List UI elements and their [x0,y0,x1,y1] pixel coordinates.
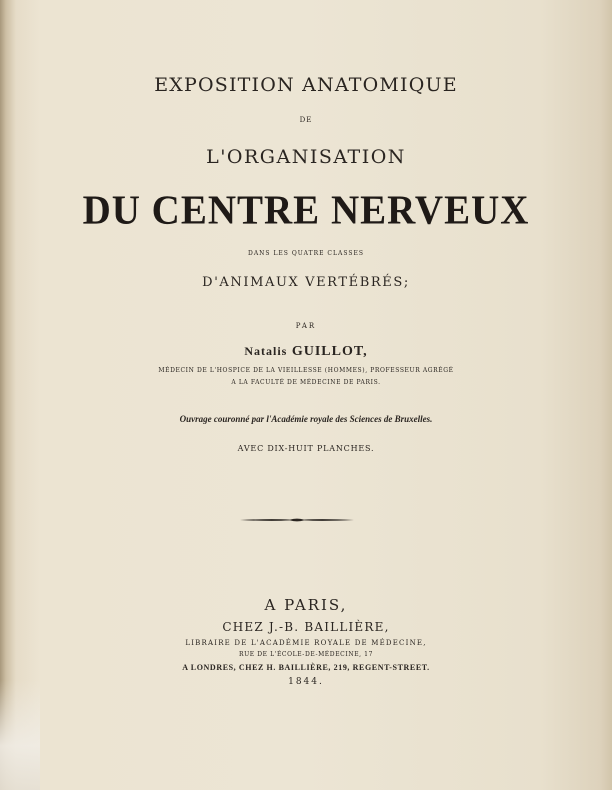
main-title: DU CENTRE NERVEUX [82,187,530,234]
imprint-year: 1844. [288,677,324,687]
award-note: Ouvrage couronné par l'Académie royale des Sciences de Bruxelles. [179,414,433,424]
imprint-note-2: RUE DE L'ÉCOLE-DE-MÉDECINE, 17 [238,651,374,658]
imprint-place: A PARIS, [264,596,348,614]
ornamental-rule [240,517,354,523]
subtitle-line-1: DANS LES QUATRE CLASSES [248,250,364,257]
imprint-note-1: LIBRAIRE DE L'ACADÉMIE ROYALE DE MÉDECINE, [185,639,427,647]
title-line-2: DE [299,116,313,124]
imprint-london: A LONDRES, CHEZ H. BAILLIÈRE, 219, REGENT-STREET. [182,663,430,672]
title-line-3: L'ORGANISATION [206,146,406,168]
author-credit-2: A LA FACULTÉ DE MÉDECINE DE PARIS. [231,379,381,386]
by-label: PAR [295,322,317,330]
author-credit-1: MÉDECIN DE L'HOSPICE DE LA VIEILLESSE (HOMMES), PROFESSEUR AGRÉGÉ [158,367,454,374]
plates-note: AVEC DIX-HUIT PLANCHES. [237,444,375,453]
imprint-publisher: CHEZ J.-B. BAILLIÈRE, [222,620,390,634]
title-line-1: EXPOSITION ANATOMIQUE [154,74,458,96]
subtitle-line-2: D'ANIMAUX VERTÉBRÉS; [202,275,410,290]
author-last-name: GUILLOT, [291,344,368,359]
paper-stain [0,680,40,790]
author-first-name: Natalis [244,344,288,358]
author-name [0,344,612,360]
